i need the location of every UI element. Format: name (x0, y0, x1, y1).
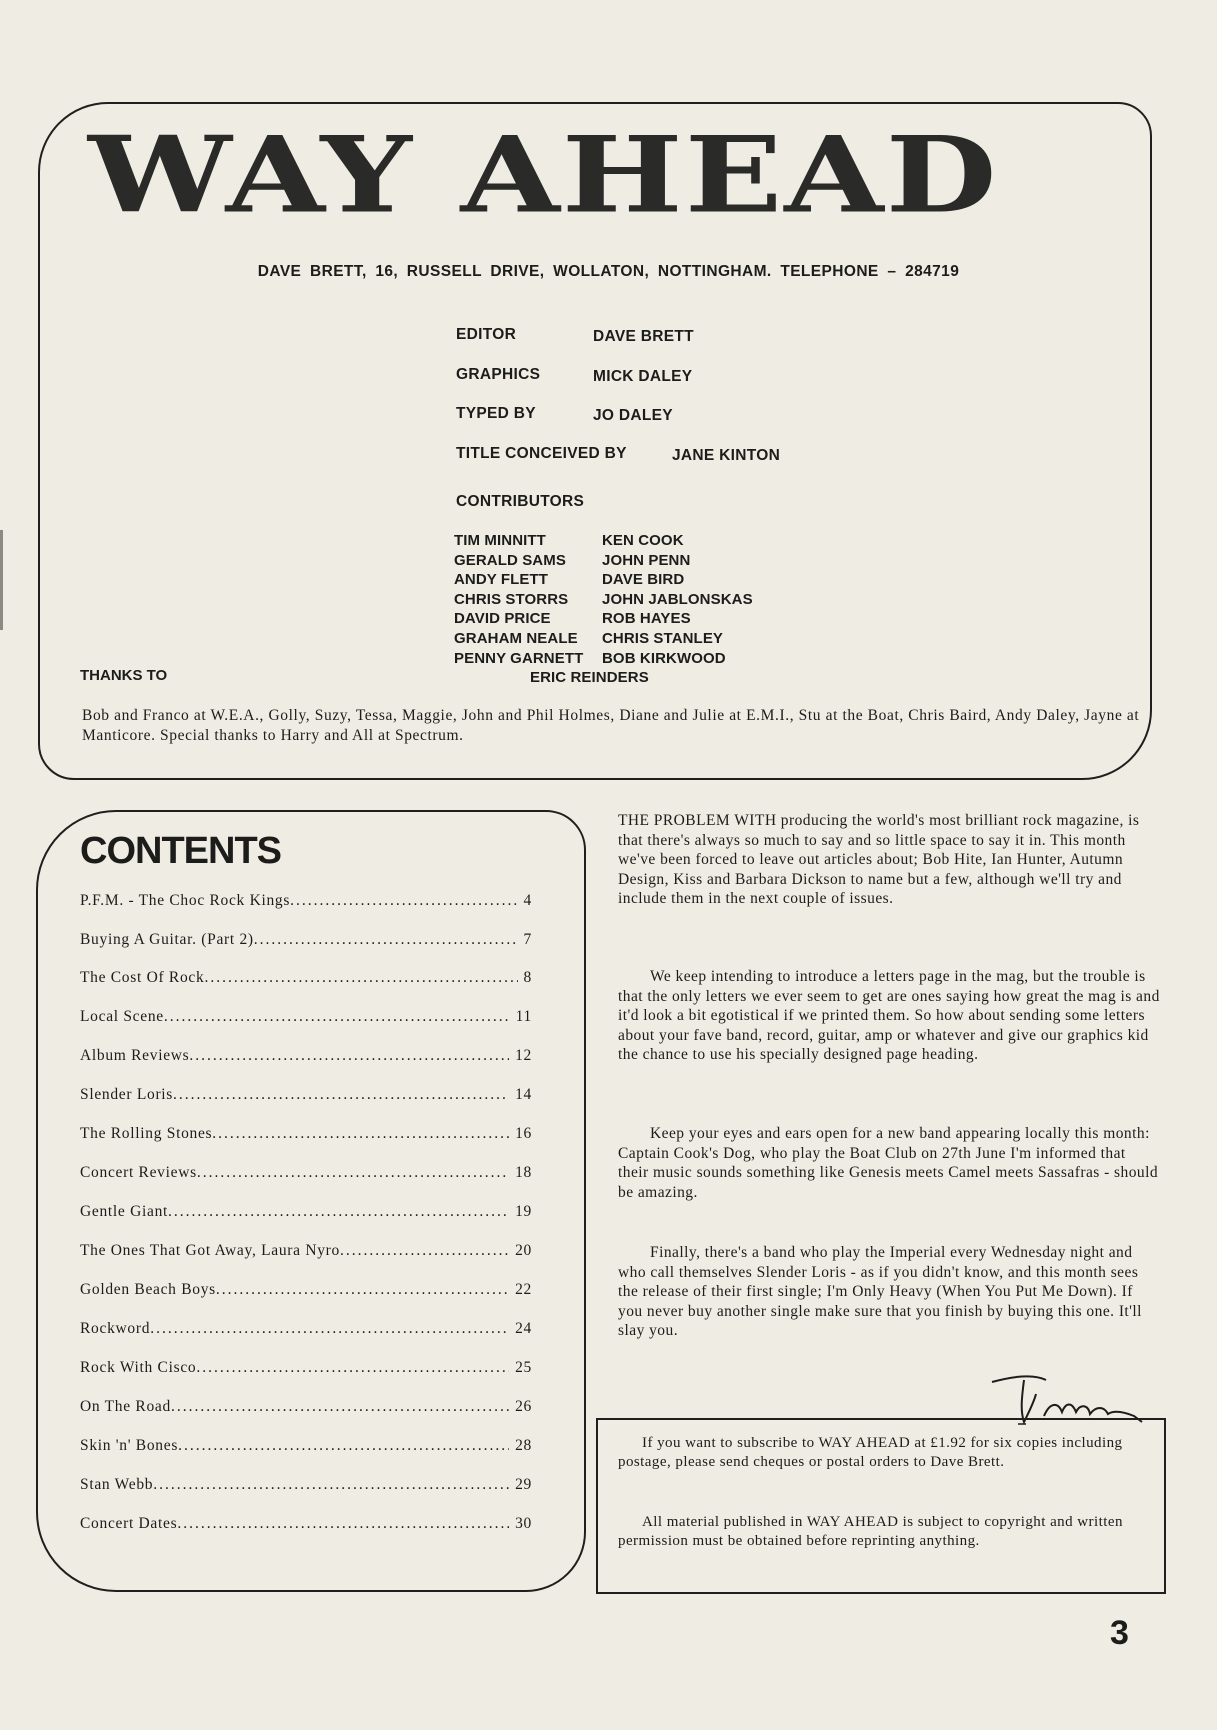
toc-item (80, 892, 532, 914)
subscribe-text: If you want to subscribe to WAY AHEAD at £1.92 for six copies including postage, please send cheques or postal orders to Dave Brett. (618, 1435, 1123, 1470)
credit-name-graphics: MICK DALEY (593, 368, 693, 385)
toc-leader (168, 1203, 509, 1221)
credit-label-title-conceived: TITLE CONCEIVED BY (456, 445, 627, 462)
toc-leader (254, 931, 518, 949)
contributor: GRAHAM NEALE (454, 629, 578, 647)
toc-title: The Cost Of Rock (80, 969, 205, 986)
toc-item (80, 1008, 532, 1030)
toc-item (80, 1164, 532, 1186)
toc-item (80, 1203, 532, 1225)
toc-title: On The Road (80, 1398, 171, 1415)
contributor: TIM MINNITT (454, 532, 546, 549)
toc-title: Local Scene (80, 1008, 164, 1025)
contributor: KEN COOK (602, 532, 684, 549)
contributor: CHRIS STANLEY (602, 629, 724, 647)
toc-page: 25 (515, 1359, 532, 1376)
masthead-title: WAY AHEAD (88, 113, 999, 237)
contributor: ROB HAYES (602, 610, 691, 628)
contributor: CHRIS STORRS (454, 590, 569, 608)
toc-title: Buying A Guitar. (Part 2) (80, 931, 254, 948)
toc-page: 12 (515, 1047, 532, 1064)
toc-page: 22 (515, 1281, 532, 1298)
toc-page: 14 (515, 1086, 532, 1103)
toc-item (80, 1359, 532, 1381)
toc-page: 28 (515, 1437, 532, 1454)
toc-leader (216, 1281, 509, 1299)
thanks-text: Bob and Franco at W.E.A., Golly, Suzy, Tessa, Maggie, John and Phil Holmes, Diane and Julie at E.M.I., Stu at the Boat, Chris Baird, Andy Daley, Jayne at Manticore. Special thanks to Harry and All at Spectrum. (82, 707, 1140, 744)
toc-item (80, 1086, 532, 1108)
editorial-paragraph: Keep your eyes and ears open for a new band appearing locally this month: Captain Cook's Dog, who play the Boat Club on 27th June I'm informed that their music sounds something like Genesis meets Camel meets Sassafras - should be amazing. (618, 1125, 1159, 1201)
contributors-heading: CONTRIBUTORS (456, 493, 585, 510)
toc-item (80, 969, 532, 991)
credit-label-typed-by: TYPED BY (456, 405, 536, 422)
toc-page: 26 (515, 1398, 532, 1415)
toc-leader (212, 1125, 509, 1143)
toc-title: Golden Beach Boys (80, 1281, 216, 1298)
contributor: PENNY GARNETT (454, 649, 584, 667)
toc-leader (164, 1008, 510, 1026)
toc-page: 16 (515, 1125, 532, 1142)
toc-title: Slender Loris (80, 1086, 174, 1103)
toc-leader (204, 969, 517, 987)
toc-page: 29 (515, 1476, 532, 1493)
toc-item (80, 1242, 532, 1264)
toc-title: P.F.M. - The Choc Rock Kings (80, 892, 291, 909)
credit-name-title-conceived: JANE KINTON (672, 447, 781, 464)
contributor: BOB KIRKWOOD (602, 649, 726, 667)
toc-page: 24 (515, 1320, 532, 1337)
contributor-last: ERIC REINDERS (530, 669, 649, 686)
toc-item (80, 1125, 532, 1147)
toc-page: 30 (515, 1515, 532, 1532)
toc-page: 20 (515, 1242, 532, 1259)
toc-leader (290, 892, 517, 910)
toc-title: Concert Reviews (80, 1164, 197, 1181)
credit-name-editor: DAVE BRETT (593, 328, 694, 345)
editorial-paragraph: THE PROBLEM WITH producing the world's most brilliant rock magazine, is that there's always so much to say and so little space to say it in. This month we've been forced to leave out articles about; Bob Hite, Ian Hunter, Autumn Design, Kiss and Barbara Dickson to name but a few, although we'll try and include them in the next couple of issues. (618, 812, 1140, 907)
contributor: JOHN PENN (602, 551, 691, 569)
contents-box (36, 810, 586, 1592)
toc-page: 11 (515, 1008, 532, 1025)
toc-page: 4 (523, 892, 532, 909)
contributor: ANDY FLETT (454, 571, 549, 589)
toc-item (80, 1047, 532, 1069)
toc-leader (150, 1320, 509, 1338)
contents-heading: CONTENTS (80, 830, 281, 872)
editorial-paragraph: We keep intending to introduce a letters page in the mag, but the trouble is that the only letters we ever seem to get are ones saying how great the mag is and it'd look a bit egotistical if we printed them. So how about sending some letters about your fave band, record, guitar, amp or whatever and give our graphics kid the chance to use his specially designed page heading. (618, 968, 1160, 1063)
toc-leader (153, 1476, 509, 1494)
contributor: JOHN JABLONSKAS (602, 590, 753, 608)
toc-leader (178, 1437, 509, 1455)
toc-item (80, 1515, 532, 1537)
toc-page: 19 (515, 1203, 532, 1220)
contributor: GERALD SAMS (454, 551, 566, 569)
toc-title: Gentle Giant (80, 1203, 169, 1220)
credit-label-graphics: GRAPHICS (456, 366, 541, 383)
masthead-address: DAVE BRETT, 16, RUSSELL DRIVE, WOLLATON, NOTTINGHAM. TELEPHONE – 284719 (257, 263, 960, 280)
toc-leader (189, 1047, 509, 1065)
thanks-label: THANKS TO (80, 667, 168, 684)
margin-mark (0, 530, 3, 630)
toc-title: The Ones That Got Away, Laura Nyro (80, 1242, 340, 1259)
toc-item (80, 1437, 532, 1459)
toc-page: 8 (523, 969, 532, 986)
toc-title: Rockword (80, 1320, 151, 1337)
toc-title: Rock With Cisco (80, 1359, 197, 1376)
page-number: 3 (1110, 1614, 1129, 1652)
contributors-left-list (454, 531, 583, 668)
toc-leader (196, 1359, 509, 1377)
toc-title: The Rolling Stones (80, 1125, 213, 1142)
credit-name-typed-by: JO DALEY (593, 407, 673, 424)
editorial-paragraph: Finally, there's a band who play the Imperial every Wednesday night and who call themselves Slender Loris - as if you didn't know, and this month sees the release of their first single; I'm Only Heavy (When You Put Me Down). If you never buy another single make sure that you finish by buying this one. It'll slay you. (618, 1244, 1142, 1339)
toc-leader (171, 1398, 509, 1416)
toc-item (80, 1476, 532, 1498)
toc-page: 18 (515, 1164, 532, 1181)
toc-title: Stan Webb (80, 1476, 154, 1493)
toc-title: Album Reviews (80, 1047, 190, 1064)
toc-item (80, 1281, 532, 1303)
toc-title: Concert Dates (80, 1515, 178, 1532)
toc-item (80, 1398, 532, 1420)
toc-title: Skin 'n' Bones (80, 1437, 179, 1454)
toc-leader (197, 1164, 509, 1182)
contributors-right-list (602, 531, 753, 668)
copyright-text: All material published in WAY AHEAD is subject to copyright and written permission must be obtained before reprinting anything. (618, 1514, 1123, 1549)
toc-leader (177, 1515, 509, 1533)
toc-item (80, 931, 532, 953)
toc-item (80, 1320, 532, 1342)
toc-leader (340, 1242, 509, 1260)
toc-page: 7 (523, 931, 532, 948)
toc-leader (173, 1086, 509, 1104)
contributor: DAVE BIRD (602, 571, 685, 589)
credit-label-editor: EDITOR (456, 326, 517, 343)
contributor: DAVID PRICE (454, 610, 551, 628)
